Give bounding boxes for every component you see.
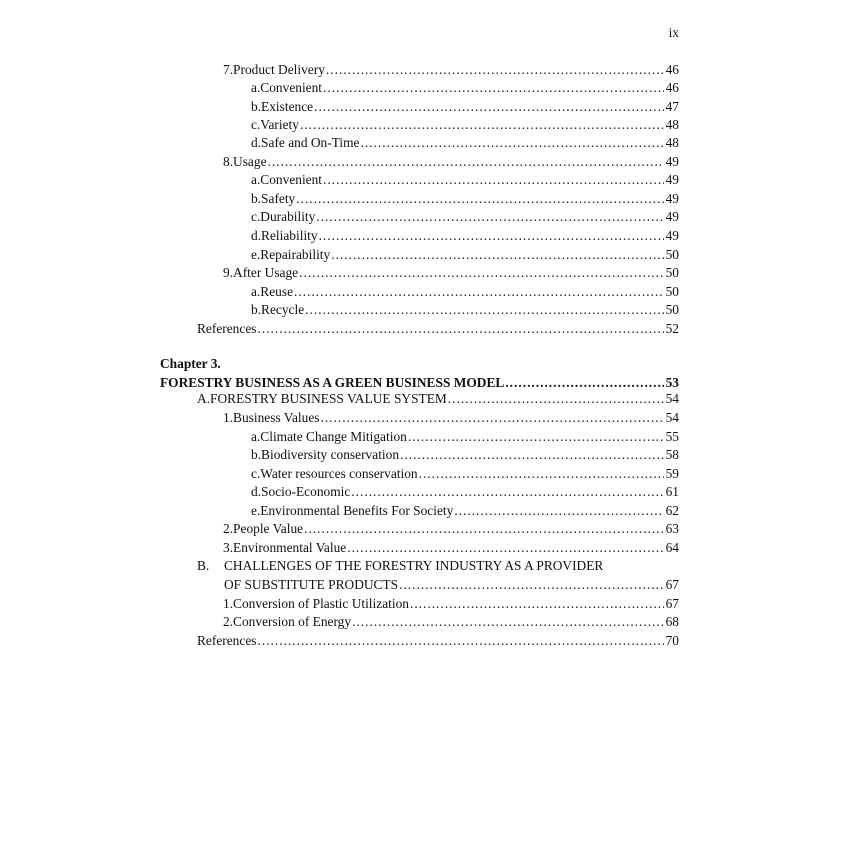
toc-entry-title: Business Values — [233, 410, 320, 425]
toc-entry[interactable] — [251, 301, 679, 319]
toc-entry-title: After Usage — [233, 265, 299, 280]
toc-leader-dots — [347, 539, 664, 557]
toc-leader-dots — [410, 595, 664, 613]
toc-leader-dots — [400, 446, 664, 464]
toc-entry-title: Variety — [260, 117, 299, 132]
toc-leader-dots — [257, 632, 664, 650]
toc-entry-page: 64 — [665, 540, 679, 555]
toc-entry-number: b. — [251, 99, 262, 114]
chapter-title: FORESTRY BUSINESS AS A GREEN BUSINESS MODEL — [160, 375, 505, 390]
toc-entry-number: b. — [251, 302, 262, 317]
toc-entry[interactable] — [251, 171, 679, 189]
toc-entry-title: Safety — [261, 191, 296, 206]
toc-entry[interactable] — [251, 208, 679, 226]
toc-entry-page: 54 — [665, 391, 679, 406]
toc-entry[interactable] — [223, 595, 679, 613]
toc-entry-title: Durability — [260, 209, 316, 224]
toc-entry[interactable] — [251, 79, 679, 97]
toc-entry-title: Usage — [233, 154, 267, 169]
toc-entry-page: 49 — [665, 228, 679, 243]
toc-leader-dots — [305, 301, 664, 319]
toc-leader-dots — [360, 134, 664, 152]
toc-entry[interactable] — [223, 61, 679, 79]
toc-entry-page: 50 — [665, 265, 679, 280]
toc-entry-page: 53 — [665, 375, 679, 390]
toc-entry-page: 67 — [665, 577, 679, 592]
toc-leader-dots — [300, 116, 664, 134]
toc-entry[interactable] — [251, 446, 679, 464]
toc-entry-page: 46 — [665, 80, 679, 95]
toc-entry-number: e. — [251, 247, 261, 262]
toc-entry[interactable] — [223, 539, 679, 557]
toc-entry-title: Environmental Benefits For Society — [260, 503, 454, 518]
toc-leader-dots — [316, 208, 664, 226]
toc-entry-number: d. — [251, 135, 262, 150]
toc-entry-continuation[interactable] — [224, 576, 679, 594]
toc-entry[interactable] — [251, 428, 679, 446]
toc-entry-title: Conversion of Plastic Utilization — [233, 596, 409, 611]
toc-entry-title: Environmental Value — [233, 540, 347, 555]
toc-entry[interactable] — [223, 264, 679, 282]
toc-entry-page: 61 — [665, 484, 679, 499]
toc-leader-dots — [304, 520, 664, 538]
toc-entry-title: CHALLENGES OF THE FORESTRY INDUSTRY AS A PROVIDER — [224, 558, 604, 573]
toc-entry-page: 58 — [665, 447, 679, 462]
toc-entry-number: a. — [251, 172, 261, 187]
toc-entry-page: 46 — [665, 62, 679, 77]
toc-entry-page: 48 — [665, 135, 679, 150]
toc-entry-page: 50 — [665, 247, 679, 262]
toc-leader-dots — [268, 153, 664, 171]
toc-entry-number: 2. — [223, 614, 234, 629]
toc-entry-title: Repairability — [260, 247, 331, 262]
toc-entry[interactable] — [223, 409, 679, 427]
toc-entry-number: d. — [251, 484, 262, 499]
toc-entry-number: 7. — [223, 62, 234, 77]
toc-entry-page: 63 — [665, 521, 679, 536]
toc-leader-dots — [326, 61, 664, 79]
toc-entry-page: 48 — [665, 117, 679, 132]
toc-leader-dots — [323, 171, 664, 189]
toc-leader-dots — [419, 465, 664, 483]
toc-leader-dots — [323, 79, 664, 97]
toc-entry-page: 68 — [665, 614, 679, 629]
toc-entry-number: a. — [251, 80, 261, 95]
page-number: ix — [668, 25, 679, 40]
toc-entry-page: 59 — [665, 466, 679, 481]
toc-entry-title: Socio-Economic — [261, 484, 351, 499]
toc-leader-dots — [257, 320, 664, 338]
toc-leader-dots — [294, 283, 664, 301]
toc-entry-references[interactable] — [197, 632, 679, 650]
toc-entry[interactable] — [251, 502, 679, 520]
toc-entry[interactable] — [251, 246, 679, 264]
toc-entry-number: b. — [251, 191, 262, 206]
toc-entry-page: 49 — [665, 154, 679, 169]
toc-leader-dots — [314, 98, 664, 116]
toc-leader-dots — [448, 390, 664, 408]
toc-entry-number: 3. — [223, 540, 234, 555]
toc-entry-number: b. — [251, 447, 262, 462]
toc-entry[interactable] — [251, 116, 679, 134]
toc-entry-number: 9. — [223, 265, 234, 280]
toc-entry-number: c. — [251, 466, 261, 481]
toc-entry-title: Safe and On-Time — [261, 135, 360, 150]
toc-entry-page: 54 — [665, 410, 679, 425]
toc-entry-title: Recycle — [261, 302, 305, 317]
toc-leader-dots — [299, 264, 664, 282]
toc-entry-page: 47 — [665, 99, 679, 114]
toc-entry-title: Reliability — [261, 228, 318, 243]
toc-entry-number: A. — [197, 391, 211, 406]
toc-entry-title: Existence — [261, 99, 314, 114]
toc-entry-number: 1. — [223, 410, 234, 425]
toc-entry-number: a. — [251, 284, 261, 299]
toc-entry-first-line[interactable] — [197, 557, 603, 575]
toc-entry-title: References — [197, 321, 257, 336]
toc-leader-dots — [351, 483, 664, 501]
toc-entry-title: Conversion of Energy — [233, 614, 352, 629]
toc-entry-title: FORESTRY BUSINESS VALUE SYSTEM — [210, 391, 447, 406]
toc-entry[interactable] — [223, 520, 679, 538]
toc-entry-page: 49 — [665, 172, 679, 187]
toc-entry-references[interactable] — [197, 320, 679, 338]
toc-entry[interactable] — [251, 134, 679, 152]
toc-leader-dots — [352, 613, 664, 631]
toc-entry-title: People Value — [233, 521, 304, 536]
toc-entry[interactable] — [197, 390, 679, 408]
toc-entry-number: e. — [251, 503, 261, 518]
toc-entry-title: Convenient — [260, 172, 323, 187]
toc-entry-number: c. — [251, 117, 261, 132]
toc-entry-title: References — [197, 633, 257, 648]
toc-entry-title: Product Delivery — [233, 62, 325, 77]
toc-entry-page: 49 — [665, 209, 679, 224]
toc-entry-page: 52 — [665, 321, 679, 336]
toc-entry-number: 1. — [223, 596, 234, 611]
toc-entry-page: 67 — [665, 596, 679, 611]
toc-leader-dots — [319, 227, 664, 245]
toc-leader-dots — [408, 428, 664, 446]
chapter-label: Chapter 3. — [160, 356, 221, 371]
toc-entry-page: 50 — [665, 284, 679, 299]
toc-entry-page: 49 — [665, 191, 679, 206]
toc-leader-dots — [320, 409, 664, 427]
toc-leader-dots — [399, 576, 664, 594]
toc-entry[interactable] — [223, 153, 679, 171]
toc-entry-number: B. — [197, 558, 210, 573]
toc-entry[interactable] — [251, 190, 679, 208]
toc-entry-number: a. — [251, 429, 261, 444]
toc-entry-page: 62 — [665, 503, 679, 518]
toc-entry[interactable] — [251, 483, 679, 501]
toc-entry-title: Water resources conservation — [260, 466, 418, 481]
toc-entry-title: Reuse — [260, 284, 294, 299]
toc-entry-number: 2. — [223, 521, 234, 536]
toc-entry-title: OF SUBSTITUTE PRODUCTS — [224, 577, 399, 592]
toc-entry[interactable] — [223, 613, 679, 631]
toc-entry[interactable] — [251, 98, 679, 116]
toc-entry-number: 8. — [223, 154, 234, 169]
toc-entry[interactable] — [251, 283, 679, 301]
toc-leader-dots — [331, 246, 664, 264]
toc-entry-title: Biodiversity conservation — [261, 447, 400, 462]
toc-entry[interactable] — [251, 465, 679, 483]
toc-leader-dots — [296, 190, 664, 208]
toc-leader-dots — [454, 502, 664, 520]
toc-entry-number: d. — [251, 228, 262, 243]
toc-entry-title: Climate Change Mitigation — [260, 429, 407, 444]
toc-entry-page: 55 — [665, 429, 679, 444]
toc-entry-number: c. — [251, 209, 261, 224]
toc-entry[interactable] — [251, 227, 679, 245]
toc-entry-page: 50 — [665, 302, 679, 317]
toc-entry-title: Convenient — [260, 80, 323, 95]
toc-entry-page: 70 — [665, 633, 679, 648]
